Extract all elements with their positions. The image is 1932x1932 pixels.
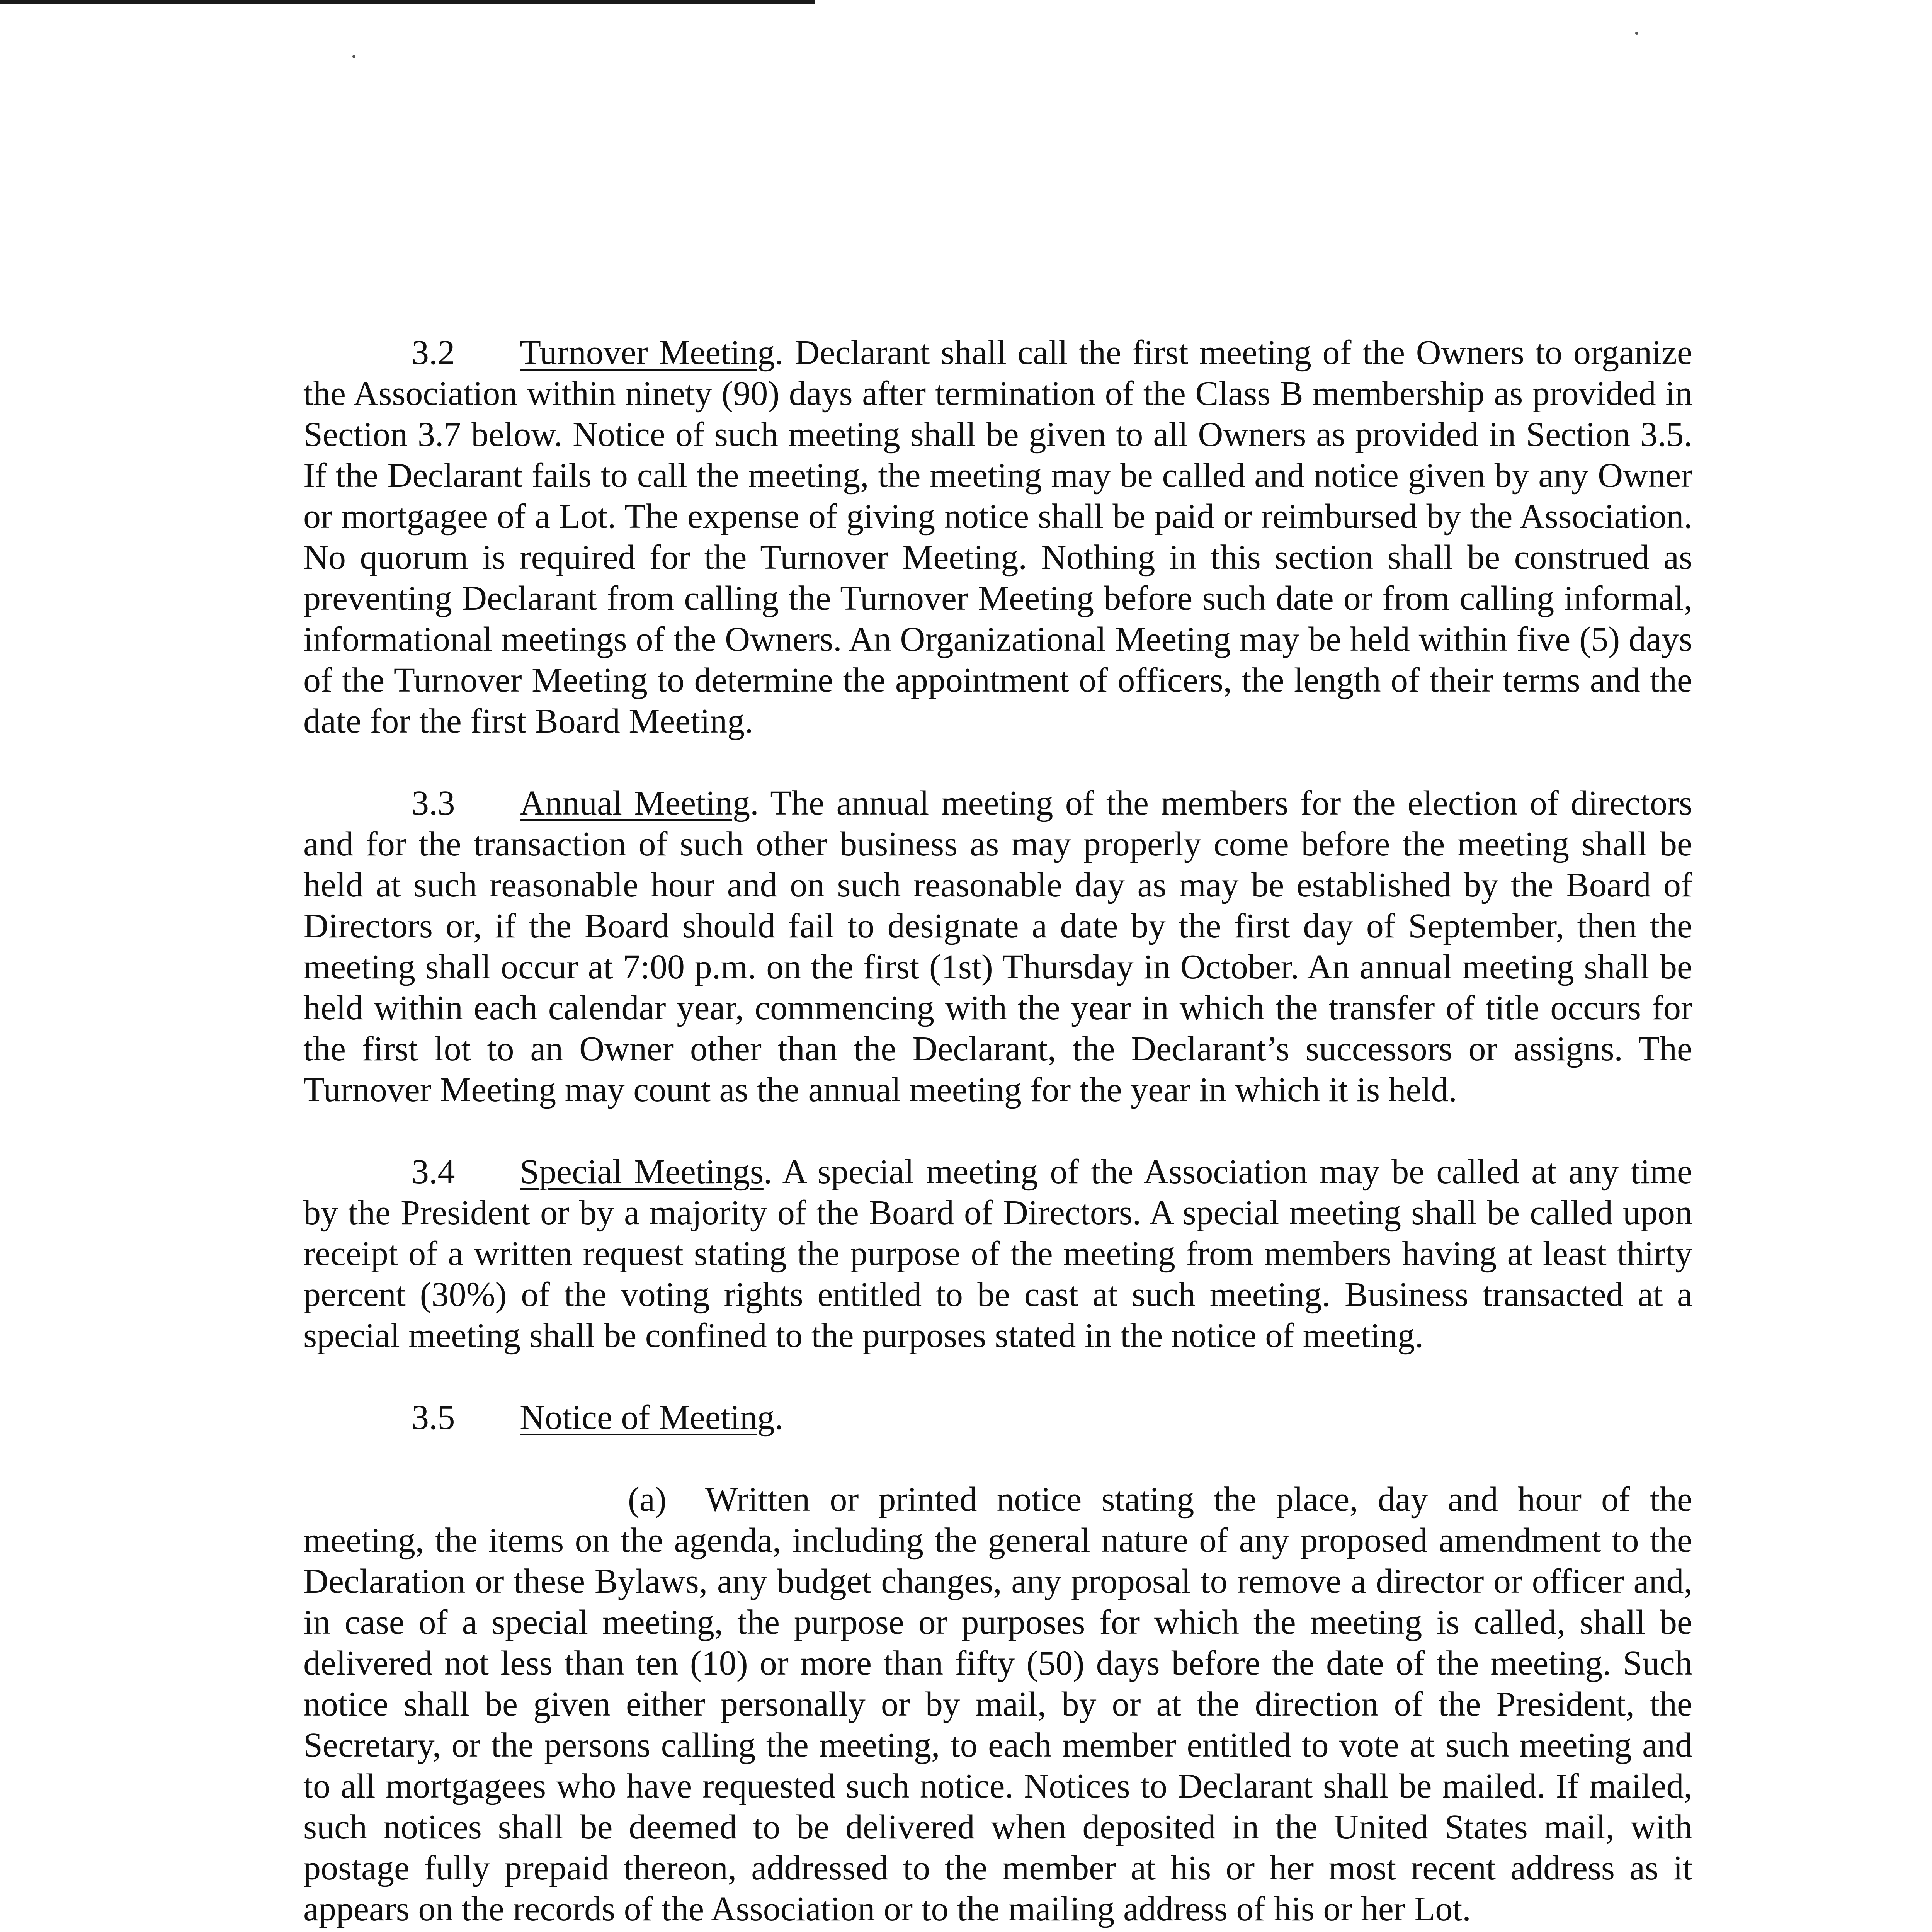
section-number: 3.2 (412, 333, 455, 372)
section-number: 3.5 (412, 1398, 455, 1437)
scan-speck (352, 55, 355, 58)
section-body: Declarant shall call the first meeting of the Owners to organize the Association within ninety (90) days after termination of the Class B membership as provided in Section 3.7 below. Notice of such meeting shall be given to all Owners as provided in Section 3.5. If the Declarant fails to call the meeting, the meeting may be called and notice given by any Owner or mortgagee of a Lot. The expense of giving notice shall be paid or reimbursed by the Association. No quorum is required for the Turnover Meeting. Nothing in this section shall be construed as preventing Declarant from calling the Turnover Meeting before such date or from calling informal, informational meetings of the Owners. An Organizational Meeting may be held within five (5) days of the Turnover Meeting to determine the appointment of officers, the length of their terms and the date for the first Board Meeting. (303, 333, 1693, 740)
section-3-2: 3.2 Turnover Meeting. Declarant shall call the first meeting of the Owners to organize the Association within ninety (90) days after termination of the Class B membership as provided in Section 3.7 below. Notice of such meeting shall be given to all Owners as provided in Section 3.5. If the Declarant fails to call the meeting, the meeting may be called and notice given by any Owner or mortgagee of a Lot. The expense of giving notice shall be paid or reimbursed by the Association. No quorum is required for the Turnover Meeting. Nothing in this section shall be construed as preventing Declarant from calling the Turnover Meeting before such date or from calling informal, informational meetings of the Owners. An Organizational Meeting may be held within five (5) days of the Turnover Meeting to determine the appointment of officers, the length of their terms and the date for the first Board Meeting. (303, 332, 1692, 742)
section-number: 3.4 (412, 1153, 455, 1191)
section-body: A special meeting of the Association may be called at any time by the President or by a majority of the Board of Directors. A special meeting shall be called upon receipt of a written request stating the purpose of the meeting from members having at least thirty percent (30%) of the voting rights entitled to be cast at such meeting. Business transacted at a special meeting shall be confined to the purposes stated in the notice of meeting. (303, 1153, 1692, 1355)
scan-top-rule (0, 0, 815, 4)
section-3-4: 3.4 Special Meetings. A special meeting of the Association may be called at any time by the President or by a majority of the Board of Directors. A special meeting shall be called upon receipt of a written request stating the purpose of the meeting from members having at least thirty percent (30%) of the voting rights entitled to be cast at such meeting. Business transacted at a special meeting shall be confined to the purposes stated in the notice of meeting. (303, 1151, 1692, 1356)
subsection-body: Written or printed notice stating the place, day and hour of the meeting, the items on the agenda, including the general nature of any proposed amendment to the Declaration or these Bylaws, any budget changes, any proposal to remove a director or officer and, in case of a special meeting, the purpose or purposes for which the meeting is called, shall be delivered not less than ten (10) or more than fifty (50) days before the date of the meeting. Such notice shall be given either personally or by mail, by or at the direction of the President, the Secretary, or the persons calling the meeting, to each member entitled to vote at such meeting and to all mortgagees who have requested such notice. Notices to Declarant shall be mailed. If mailed, such notices shall be deemed to be delivered when deposited in the United States mail, with postage fully prepaid thereon, addressed to the member at his or her most recent address as it appears on the records of the Association or to the mailing address of his or her Lot. (303, 1480, 1692, 1928)
subsection-label: (a) (628, 1480, 667, 1519)
section-3-5: 3.5 Notice of Meeting. (303, 1397, 1692, 1438)
section-caption: Turnover Meeting (520, 333, 775, 372)
section-3-3: 3.3 Annual Meeting. The annual meeting of the members for the election of directors and for the transaction of such other business as may properly come before the meeting shall be held at such reasonable hour and on such reasonable day as may be established by the Board of Directors or, if the Board should fail to designate a date by the first day of September, then the meeting shall occur at 7:00 p.m. on the first (1st) Thursday in October. An annual meeting shall be held within each calendar year, commencing with the year in which the transfer of title occurs for the first lot to an Owner other than the Declarant, the Declarant’s successors or assigns. The Turnover Meeting may count as the annual meeting for the year in which it is held. (303, 783, 1692, 1111)
section-caption: Special Meetings (520, 1153, 764, 1191)
section-caption: Notice of Meeting (520, 1398, 775, 1437)
section-number: 3.3 (412, 784, 455, 822)
scan-speck (1635, 32, 1638, 35)
section-caption: Annual Meeting (520, 784, 750, 822)
subsection-a (303, 1479, 1692, 1930)
document-page (303, 332, 1692, 1932)
section-body: The annual meeting of the members for the election of directors and for the transaction of such other business as may properly come before the meeting shall be held at such reasonable hour and on such reasonable day as may be established by the Board of Directors or, if the Board should fail to designate a date by the first day of September, then the meeting shall occur at 7:00 p.m. on the first (1st) Thursday in October. An annual meeting shall be held within each calendar year, commencing with the year in which the transfer of title occurs for the first lot to an Owner other than the Declarant, the Declarant’s successors or assigns. The Turnover Meeting may count as the annual meeting for the year in which it is held. (303, 784, 1693, 1109)
